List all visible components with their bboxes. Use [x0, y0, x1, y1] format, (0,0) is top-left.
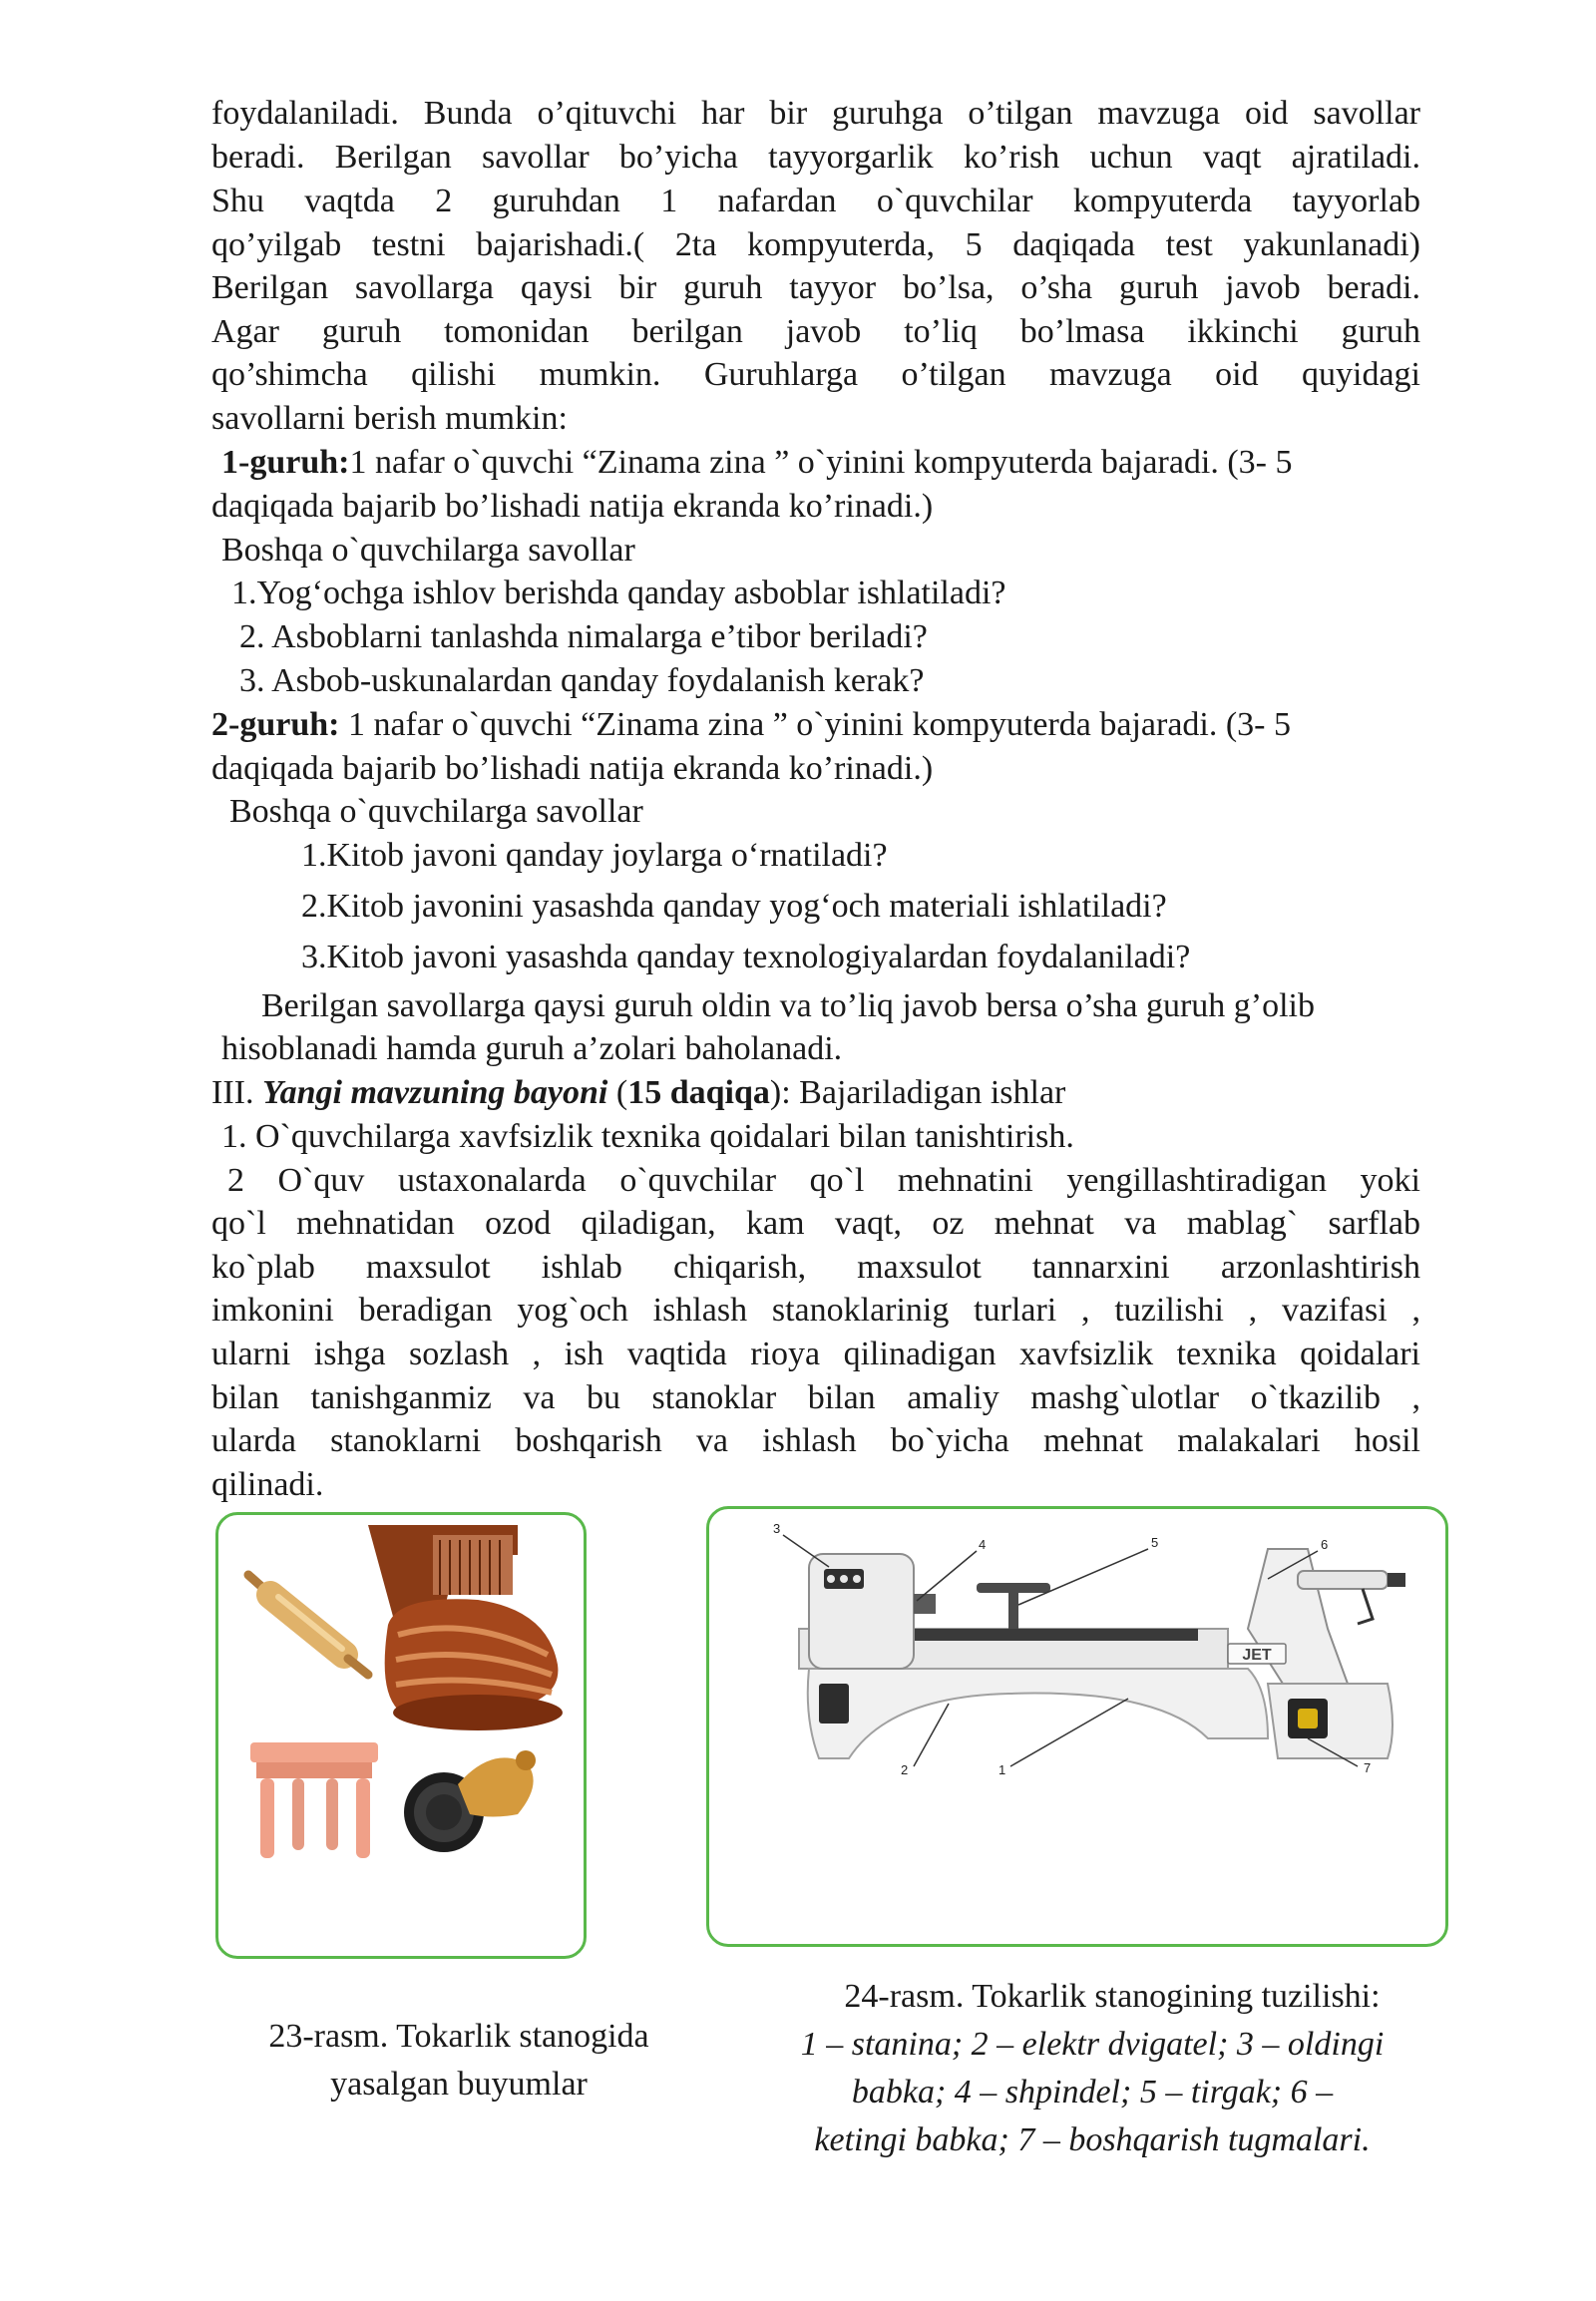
part-label-5: 5	[1151, 1535, 1159, 1550]
group2-question-1: 1.Kitob javoni qanday joylarga o‘rnatiladi?	[301, 837, 888, 874]
figure-24-image	[709, 1509, 1445, 1944]
item2-line-4: imkonini beradigan yog`och ishlash stanoklarinig turlari , tuzilishi , vazifasi ,	[211, 1292, 1420, 1329]
item2-line-6: bilan tanishganmiz va bu stanoklar bilan amaliy mashg`ulotlar o`tkazilib ,	[211, 1379, 1420, 1416]
section-number: III.	[211, 1074, 262, 1111]
group2-line	[211, 703, 1420, 747]
section-heading	[211, 1071, 1420, 1115]
figure-24-caption-line-1: 24-rasm. Tokarlik stanogining tuzilishi:	[844, 1978, 1381, 2015]
section-open: (	[607, 1074, 628, 1111]
lathe-brand: JET	[1242, 1647, 1272, 1664]
intro-line-5: Berilgan savollarga qaysi bir guruh tayyor bo’lsa, o’sha guruh javob beradi.	[211, 269, 1420, 306]
item2-line-5: ularni ishga sozlash , ish vaqtida rioya qilinadigan xavfsizlik texnika qoidalari	[211, 1336, 1420, 1372]
rolling-pin-icon	[248, 1575, 368, 1675]
intro-line-1: foydalaniladi. Bunda o’qituvchi har bir guruhga o’tilgan mavzuga oid savollar	[211, 95, 1420, 132]
part-label-3: 3	[773, 1521, 781, 1536]
group2-question-3: 3.Kitob javoni yasashda qanday texnologiyalardan foydalaniladi?	[301, 939, 1191, 975]
figure-23-caption	[239, 2013, 678, 2109]
group2-others: Boshqa o`quvchilarga savollar	[229, 793, 643, 830]
group2-question-2: 2.Kitob javonini yasashda qanday yog‘och materiali ishlatiladi?	[301, 888, 1167, 925]
group1-question-3: 3. Asbob-uskunalardan qanday foydalanish kerak?	[239, 662, 925, 699]
intro-line-6: Agar guruh tomonidan berilgan javob to’liq bo’lmasa ikkinchi guruh	[211, 313, 1420, 350]
group1-line	[221, 441, 1430, 485]
item2-line-1: 2 O`quv ustaxonalarda o`quvchilar qo`l mehnatini yengillashtiradigan yoki	[227, 1162, 1420, 1199]
figure-24-caption	[738, 1973, 1446, 2164]
part-label-6: 6	[1321, 1537, 1329, 1552]
group1-cont: daqiqada bajarib bo’lishadi natija ekranda ko’rinadi.)	[211, 488, 934, 525]
group1-others: Boshqa o`quvchilarga savollar	[221, 532, 635, 569]
winner-line-2: hisoblanadi hamda guruh a’zolari baholanadi.	[221, 1030, 843, 1067]
group1-text: 1 nafar o`quvchi “Zinama zina ” o`yinini kompyuterda bajaradi. (3- 5	[349, 444, 1293, 481]
intro-line-3: Shu vaqtda 2 guruhdan 1 nafardan o`quvchilar kompyuterda tayyorlab	[211, 183, 1420, 219]
group1-label: 1-guruh:	[221, 444, 350, 481]
section-tail: Bajariladigan ishlar	[790, 1074, 1066, 1111]
part-label-2: 2	[901, 1762, 909, 1777]
figure-24-caption-line-3: babka; 4 – shpindel; 5 – tirgak; 6 –	[851, 2074, 1334, 2110]
figure-23-caption-line-1: 23-rasm. Tokarlik stanogida	[268, 2018, 649, 2055]
part-label-1: 1	[998, 1762, 1006, 1777]
staircase-icon	[368, 1525, 563, 1730]
figure-23-frame	[215, 1512, 587, 1959]
item2-line-8: qilinadi.	[211, 1466, 324, 1503]
part-label-7: 7	[1364, 1760, 1372, 1775]
intro-line-4: qo’yilgab testni bajarishadi.( 2ta kompyuterda, 5 daqiqada test yakunlanadi)	[211, 226, 1420, 263]
part-label-4: 4	[979, 1537, 987, 1552]
figure-23-image	[218, 1515, 584, 1956]
group1-question-1: 1.Yog‘ochga ishlov berishda qanday asboblar ishlatiladi?	[231, 575, 1006, 611]
figure-23-caption-line-2: yasalgan buyumlar	[330, 2066, 588, 2103]
figure-24-caption-line-4: ketingi babka; 7 – boshqarish tugmalari.	[814, 2121, 1371, 2158]
group2-text: 1 nafar o`quvchi “Zinama zina ” o`yinini kompyuterda bajaradi. (3- 5	[339, 706, 1291, 743]
figure-24-caption-line-2: 1 – stanina; 2 – elektr dvigatel; 3 – oldingi	[800, 2026, 1385, 2063]
section-title: Yangi mavzuning bayoni	[261, 1074, 608, 1111]
intro-line-8: savollarni berish mumkin:	[211, 400, 568, 437]
item2-line-7: ularda stanoklarni boshqarish va ishlash bo`yicha mehnat malakalari hosil	[211, 1422, 1420, 1459]
group2-label: 2-guruh:	[211, 706, 340, 743]
item2-line-2: qo`l mehnatidan ozod qiladigan, kam vaqt, oz mehnat va mablag` sarflab	[211, 1205, 1420, 1242]
stool-icon	[250, 1742, 378, 1858]
lathe-icon	[799, 1549, 1405, 1758]
intro-line-7: qo’shimcha qilishi mumkin. Guruhlarga o’tilgan mavzuga oid quyidagi	[211, 356, 1420, 393]
winner-line-1: Berilgan savollarga qaysi guruh oldin va to’liq javob bersa o’sha guruh g’olib	[261, 987, 1315, 1024]
group1-question-2: 2. Asboblarni tanlashda nimalarga e’tibor beriladi?	[239, 618, 928, 655]
section-time: 15 daqiqa	[627, 1074, 770, 1111]
item-1: 1. O`quvchilarga xavfsizlik texnika qoidalari bilan tanishtirish.	[221, 1118, 1074, 1155]
intro-line-2: beradi. Berilgan savollar bo’yicha tayyorgarlik ko’rish uchun vaqt ajratiladi.	[211, 139, 1420, 176]
item2-line-3: ko`plab maxsulot ishlab chiqarish, maxsulot tannarxini arzonlashtirish	[211, 1249, 1420, 1286]
brush-icon	[404, 1750, 536, 1852]
section-close: ):	[769, 1074, 791, 1111]
figure-24-frame	[706, 1506, 1448, 1947]
group2-cont: daqiqada bajarib bo’lishadi natija ekranda ko’rinadi.)	[211, 750, 934, 787]
